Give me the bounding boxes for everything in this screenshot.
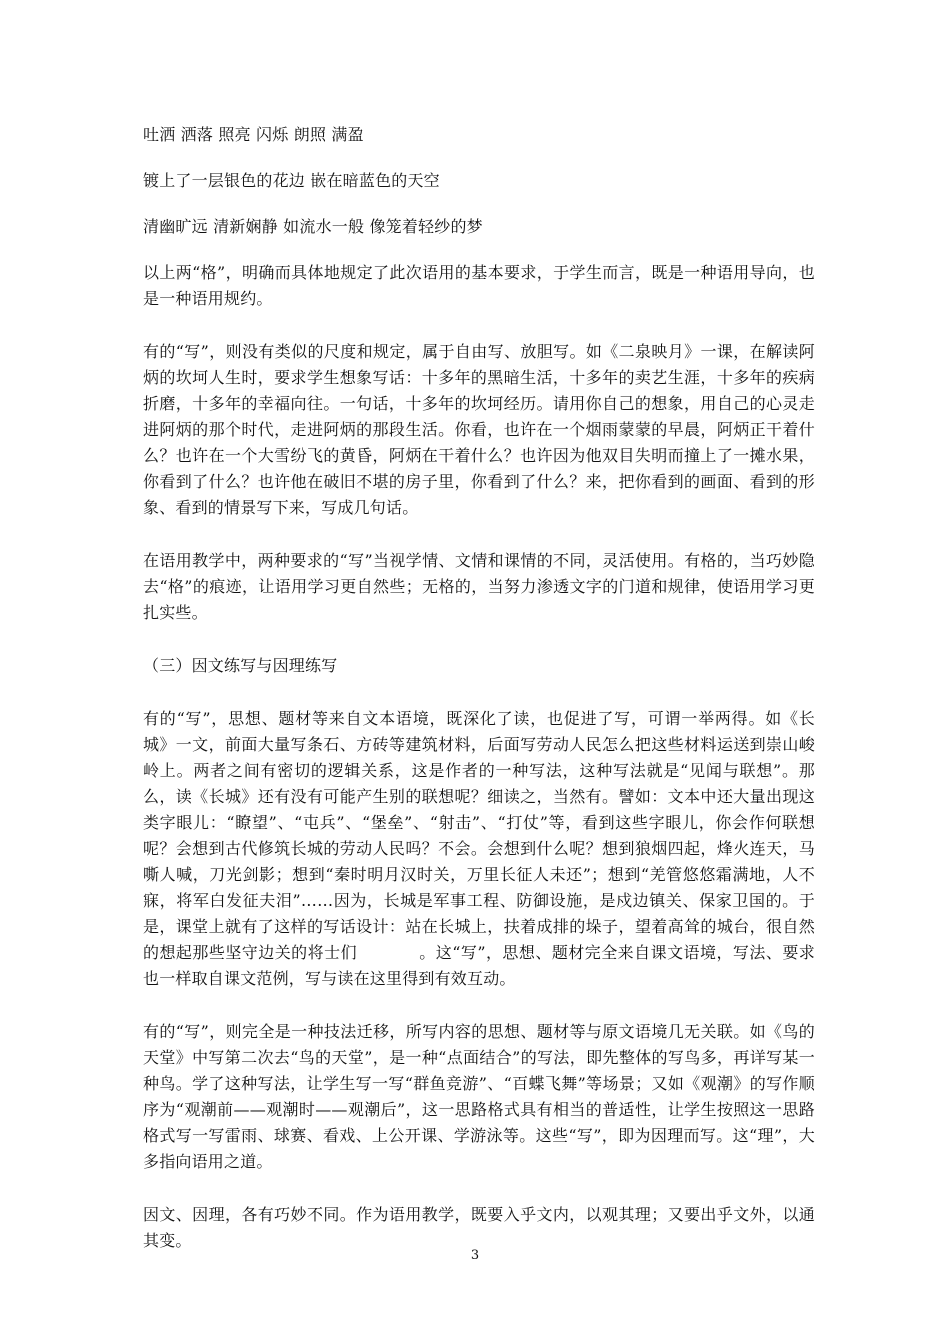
paragraph-free-writing: 有的“写”，则没有类似的尺度和规定，属于自由写、放胆写。如《二泉映月》一课，在解读阿炳的坎坷人生时，要求学生想象写话：十多年的黑暗生活，十多年的卖艺生涯，十多年的疾病折磨，十多年的幸福向往。一句话，十多年的坎坷经历。请用你自己的想象，用自己的心灵走进阿炳的那个时代，走进阿炳的那段生活。你看，也许在一个烟雨蒙蒙的早晨，阿炳正干着什么？也许在一个大雪纷飞的黄昏，阿炳在干着什么？也许因为他双目失明而撞上了一摊水果，你看到了什么？也许他在破旧不堪的房子里，你看到了什么？来，把你看到的画面、看到的形象、看到的情景写下来，写成几句话。 bbox=[143, 342, 815, 517]
paragraph-text-part-2: 。这“写”，思想、题材完全来自课文语境，写法、要求也一样取自课文范例，写与读在这里得到有效互动。 bbox=[143, 943, 815, 988]
paragraph-technique-transfer: 有的“写”，则完全是一种技法迁移，所写内容的思想、题材等与原文语境几无关联。如《鸟的天堂》中写第二次去“鸟的天堂”，是一种“点面结合”的写法，即先整体的写鸟多，再详写某一种鸟。学了这种写法，让学生写一写“群鱼竞游”、“百蝶飞舞”等场景；又如《观潮》的写作顺序为“观潮前——观潮时——观潮后”，这一思路格式具有相当的普适性，让学生按照这一思路格式写一写雷雨、球赛、看戏、上公开课、学游泳等。这些“写”，即为因理而写。这“理”，大多指向语用之道。 bbox=[143, 1022, 815, 1171]
paragraph-conclusion: 因文、因理，各有巧妙不同。作为语用教学，既要入乎文内，以观其理；又要出乎文外，以通其变。 bbox=[143, 1205, 815, 1250]
section-heading: （三）因文练写与因理练写 bbox=[143, 656, 338, 675]
word-list-verbs: 吐洒 洒落 照亮 闪烁 朗照 满盈 bbox=[143, 125, 364, 144]
word-list-adjectives: 清幽旷远 清新娴静 如流水一般 像笼着轻纱的梦 bbox=[143, 217, 483, 236]
word-list-phrases: 镀上了一层银色的花边 嵌在暗蓝色的天空 bbox=[143, 171, 440, 190]
paragraph-flexible-use: 在语用教学中，两种要求的“写”当视学情、文情和课情的不同，灵活使用。有格的，当巧妙隐去“格”的痕迹，让语用学习更自然些；无格的，当努力渗透文字的门道和规律，使语用学习更扎实些。 bbox=[143, 551, 815, 622]
page-number: 3 bbox=[470, 1248, 480, 1263]
paragraph-text-part-1: 有的“写”，思想、题材等来自文本语境，既深化了读，也促进了写，可谓一举两得。如《长城》一文，前面大量写条石、方砖等建筑材料，后面写劳动人民怎么把这些材料运送到崇山峻岭上。两者之间有密切的逻辑关系，这是作者的一种写法，这种写法就是“见闻与联想”。那么，读《长城》还有没有可能产生别的联想呢？细读之，当然有。譬如：文本中还大量出现这类字眼儿：“瞭望”、“屯兵”、“堡垒”、“射击”、“打仗”等，看到这些字眼儿，你会作何联想呢？会想到古代修筑长城的劳动人民吗？不会。会想到什么呢？想到狼烟四起，烽火连天，马嘶人喊，刀光剑影；想到“秦时明月汉时关，万里长征人未还”；想到“羌管悠悠霜满地，人不寐，将军白发征夫泪”……因为，长城是军事工程、防御设施，是戍边镇关、保家卫国的。于是，课堂上就有了这样的写话设计：站在长城上，扶着成排的垛子，望着高耸的城台，很自然的想起那些坚守边关的将士们 bbox=[143, 709, 815, 962]
paragraph-text-based-writing bbox=[143, 706, 815, 992]
document-body bbox=[143, 122, 815, 1254]
paragraph-format-summary: 以上两“格”，明确而具体地规定了此次语用的基本要求，于学生而言，既是一种语用导向，也是一种语用规约。 bbox=[143, 263, 815, 308]
